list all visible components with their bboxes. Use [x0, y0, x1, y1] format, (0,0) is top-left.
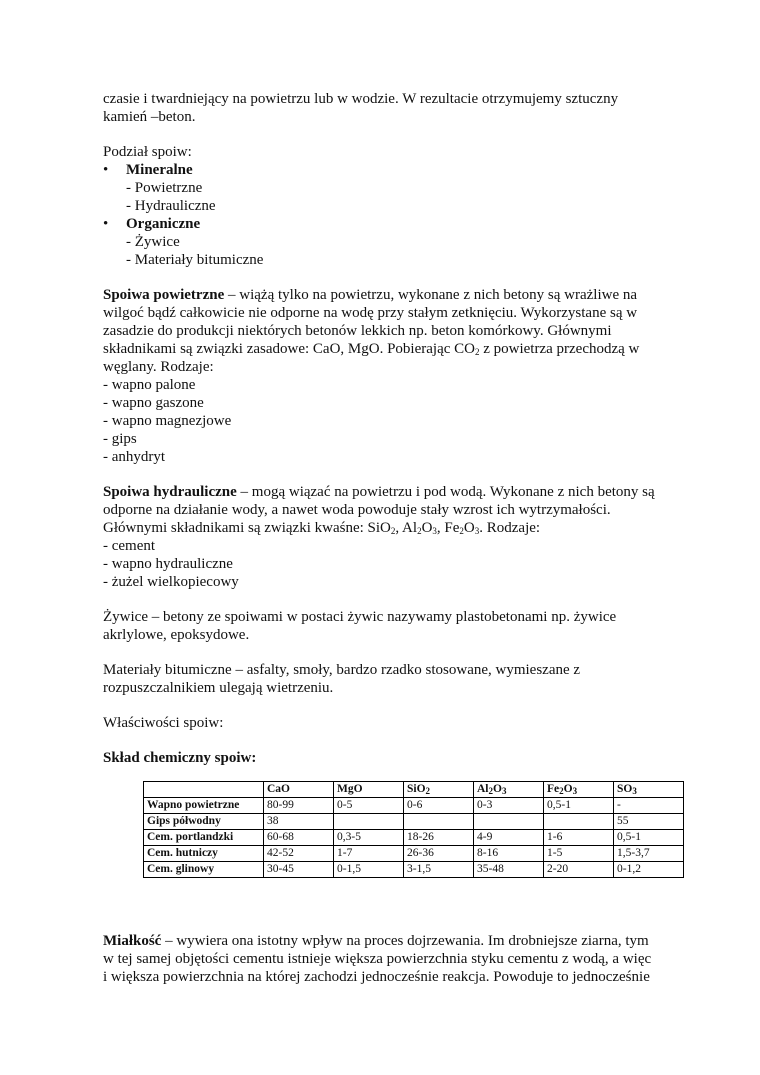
text: Al: [477, 783, 489, 795]
table-cell: 0,5-1: [614, 830, 684, 846]
list-item: - wapno gaszone: [103, 395, 204, 411]
table-cell: 60-68: [264, 830, 334, 846]
properties-title: Właściwości spoiw:: [103, 715, 224, 731]
table-row: [144, 846, 684, 862]
table-cell: 0,5-1: [544, 798, 614, 814]
air-binders-paragraph: [103, 286, 683, 304]
subscript: 2: [474, 347, 480, 357]
text: – mogą wiązać na powietrzu i pod wodą. Wykonane z nich betony są: [236, 484, 655, 500]
subscript: 3: [501, 786, 507, 796]
table-cell: -: [614, 798, 684, 814]
table-cell: 8-16: [474, 846, 544, 862]
table-cell: 0-1,5: [334, 862, 404, 878]
text-line: odporne na działanie wody, a nawet woda powoduje stały wzrost ich wytrzymałości.: [103, 502, 611, 518]
text: – wiążą tylko na powietrzu, wykonane z nich betony są wrażliwe na: [224, 287, 638, 303]
subscript: 3: [432, 526, 437, 536]
table-cell: 2-20: [544, 862, 614, 878]
text-line: wilgoć bądź całkowicie nie odporne na wodę przy stałym zetknięciu. Wykorzystane są w: [103, 305, 638, 321]
text: SiO: [407, 783, 426, 795]
term: Spoiwa hydrauliczne: [103, 484, 237, 500]
table-cell: 0-6: [404, 798, 474, 814]
list-subitem: - Hydrauliczne: [126, 198, 216, 214]
division-title: Podział spoiw:: [103, 144, 192, 160]
text-line: akrlylowe, epoksydowe.: [103, 627, 250, 643]
text-line: i większa powierzchnia na której zachodzi jednocześnie reakcja. Powoduje to jednocześnie: [103, 969, 650, 985]
text: składnikami są związki zasadowe: CaO, MgO. Pobierając CO: [103, 341, 475, 357]
list-item: - żużel wielkopiecowy: [103, 574, 239, 590]
table-cell: 42-52: [264, 846, 334, 862]
table-cell: 1-5: [544, 846, 614, 862]
group-name: Organiczne: [126, 216, 201, 232]
table-cell: 4-9: [474, 830, 544, 846]
table-cell: [544, 814, 614, 830]
text: , Al: [395, 520, 418, 536]
subscript: 2: [559, 786, 564, 796]
table-cell: 55: [614, 814, 684, 830]
text-line: [103, 519, 683, 537]
list-item: - wapno palone: [103, 377, 196, 393]
bullet-icon: •: [103, 162, 109, 178]
table-cell: 80-99: [264, 798, 334, 814]
table-row: [144, 798, 684, 814]
column-header: [474, 782, 544, 798]
hydraulic-binders-paragraph: [103, 483, 683, 501]
bullet-icon: •: [103, 216, 109, 232]
subscript: 2: [390, 526, 396, 536]
document-body: [103, 90, 683, 767]
subscript: 2: [417, 526, 422, 536]
list-item: - cement: [103, 538, 156, 554]
column-header: [544, 782, 614, 798]
row-header: Wapno powietrzne: [144, 798, 264, 814]
text: MgO: [337, 783, 363, 795]
table-row: [144, 862, 684, 878]
text-line: rozpuszczalnikiem ulegają wietrzeniu.: [103, 680, 334, 696]
subscript: 3: [632, 786, 637, 796]
table-row: [144, 814, 684, 830]
text: O: [563, 783, 573, 795]
list-item: [103, 215, 683, 233]
row-header: Cem. glinowy: [144, 862, 264, 878]
list-subitem: - Powietrzne: [126, 180, 203, 196]
row-header: Cem. hutniczy: [144, 846, 264, 862]
text: Głównymi składnikami są związki kwaśne: SiO: [103, 520, 391, 536]
text: – wywiera ona istotny wpływ na proces dojrzewania. Im drobniejsze ziarna, tym: [161, 933, 649, 949]
list-item: - anhydryt: [103, 449, 166, 465]
subscript: 2: [488, 786, 493, 796]
column-header: [404, 782, 474, 798]
table-cell: [334, 814, 404, 830]
table-row: [144, 830, 684, 846]
composition-title: Skład chemiczny spoiw:: [103, 750, 257, 766]
text: . Rodzaje:: [479, 520, 541, 536]
table-cell: 0-3: [474, 798, 544, 814]
table-cell: 0-5: [334, 798, 404, 814]
column-header: [614, 782, 684, 798]
text: z powietrza przechodzą w: [479, 341, 640, 357]
composition-table: [143, 781, 684, 878]
row-header: Gips półwodny: [144, 814, 264, 830]
table-cell: 0-1,2: [614, 862, 684, 878]
list-subitem: - Materiały bitumiczne: [126, 252, 264, 268]
column-header: [264, 782, 334, 798]
fineness-paragraph: [103, 932, 683, 950]
table-cell: 35-48: [474, 862, 544, 878]
list-item: [103, 161, 683, 179]
text-line: w tej samej objętości cementu istnieje większa powierzchnia styku cementu z wodą, a więc: [103, 951, 652, 967]
list-subitem: - Żywice: [126, 234, 180, 250]
intro-line: kamień –beton.: [103, 109, 196, 125]
column-header: [334, 782, 404, 798]
intro-line: czasie i twardniejący na powietrzu lub w wodzie. W rezultacie otrzymujemy sztuczny: [103, 91, 619, 107]
table-cell: 1-7: [334, 846, 404, 862]
text-line: węglany. Rodzaje:: [103, 359, 214, 375]
list-item: - wapno magnezjowe: [103, 413, 232, 429]
subscript: 3: [572, 786, 578, 796]
text: , Fe: [436, 520, 460, 536]
text: SO: [617, 783, 633, 795]
term: Miałkość: [103, 933, 162, 949]
text-line: zasadzie do produkcji niektórych betonów lekkich np. beton komórkowy. Głównymi: [103, 323, 612, 339]
table-cell: 18-26: [404, 830, 474, 846]
table-cell: 38: [264, 814, 334, 830]
subscript: 2: [459, 526, 464, 536]
table-cell: 1,5-3,7: [614, 846, 684, 862]
group-name: Mineralne: [126, 162, 193, 178]
table-cell: 26-36: [404, 846, 474, 862]
text: CaO: [267, 783, 290, 795]
subscript: 3: [474, 526, 480, 536]
text: Fe: [547, 783, 560, 795]
term: Spoiwa powietrzne: [103, 287, 225, 303]
text: O: [493, 783, 502, 795]
table-cell: 3-1,5: [404, 862, 474, 878]
list-item: - gips: [103, 431, 137, 447]
table-cell: 0,3-5: [334, 830, 404, 846]
table-cell: 1-6: [544, 830, 614, 846]
table-cell: [474, 814, 544, 830]
text: O: [421, 520, 433, 536]
fineness-section: [103, 932, 683, 986]
subscript: 2: [425, 786, 431, 796]
table-cell: [404, 814, 474, 830]
table-cell: 30-45: [264, 862, 334, 878]
resins-paragraph: Żywice – betony ze spoiwami w postaci żywic nazywamy plastobetonami np. żywice: [103, 609, 617, 625]
table-corner-cell: [144, 782, 264, 798]
table-header-row: [144, 782, 684, 798]
row-header: Cem. portlandzki: [144, 830, 264, 846]
bitumen-paragraph: Materiały bitumiczne – asfalty, smoły, bardzo rzadko stosowane, wymieszane z: [103, 662, 581, 678]
text-line: [103, 340, 683, 358]
list-item: - wapno hydrauliczne: [103, 556, 233, 572]
text: O: [463, 520, 475, 536]
